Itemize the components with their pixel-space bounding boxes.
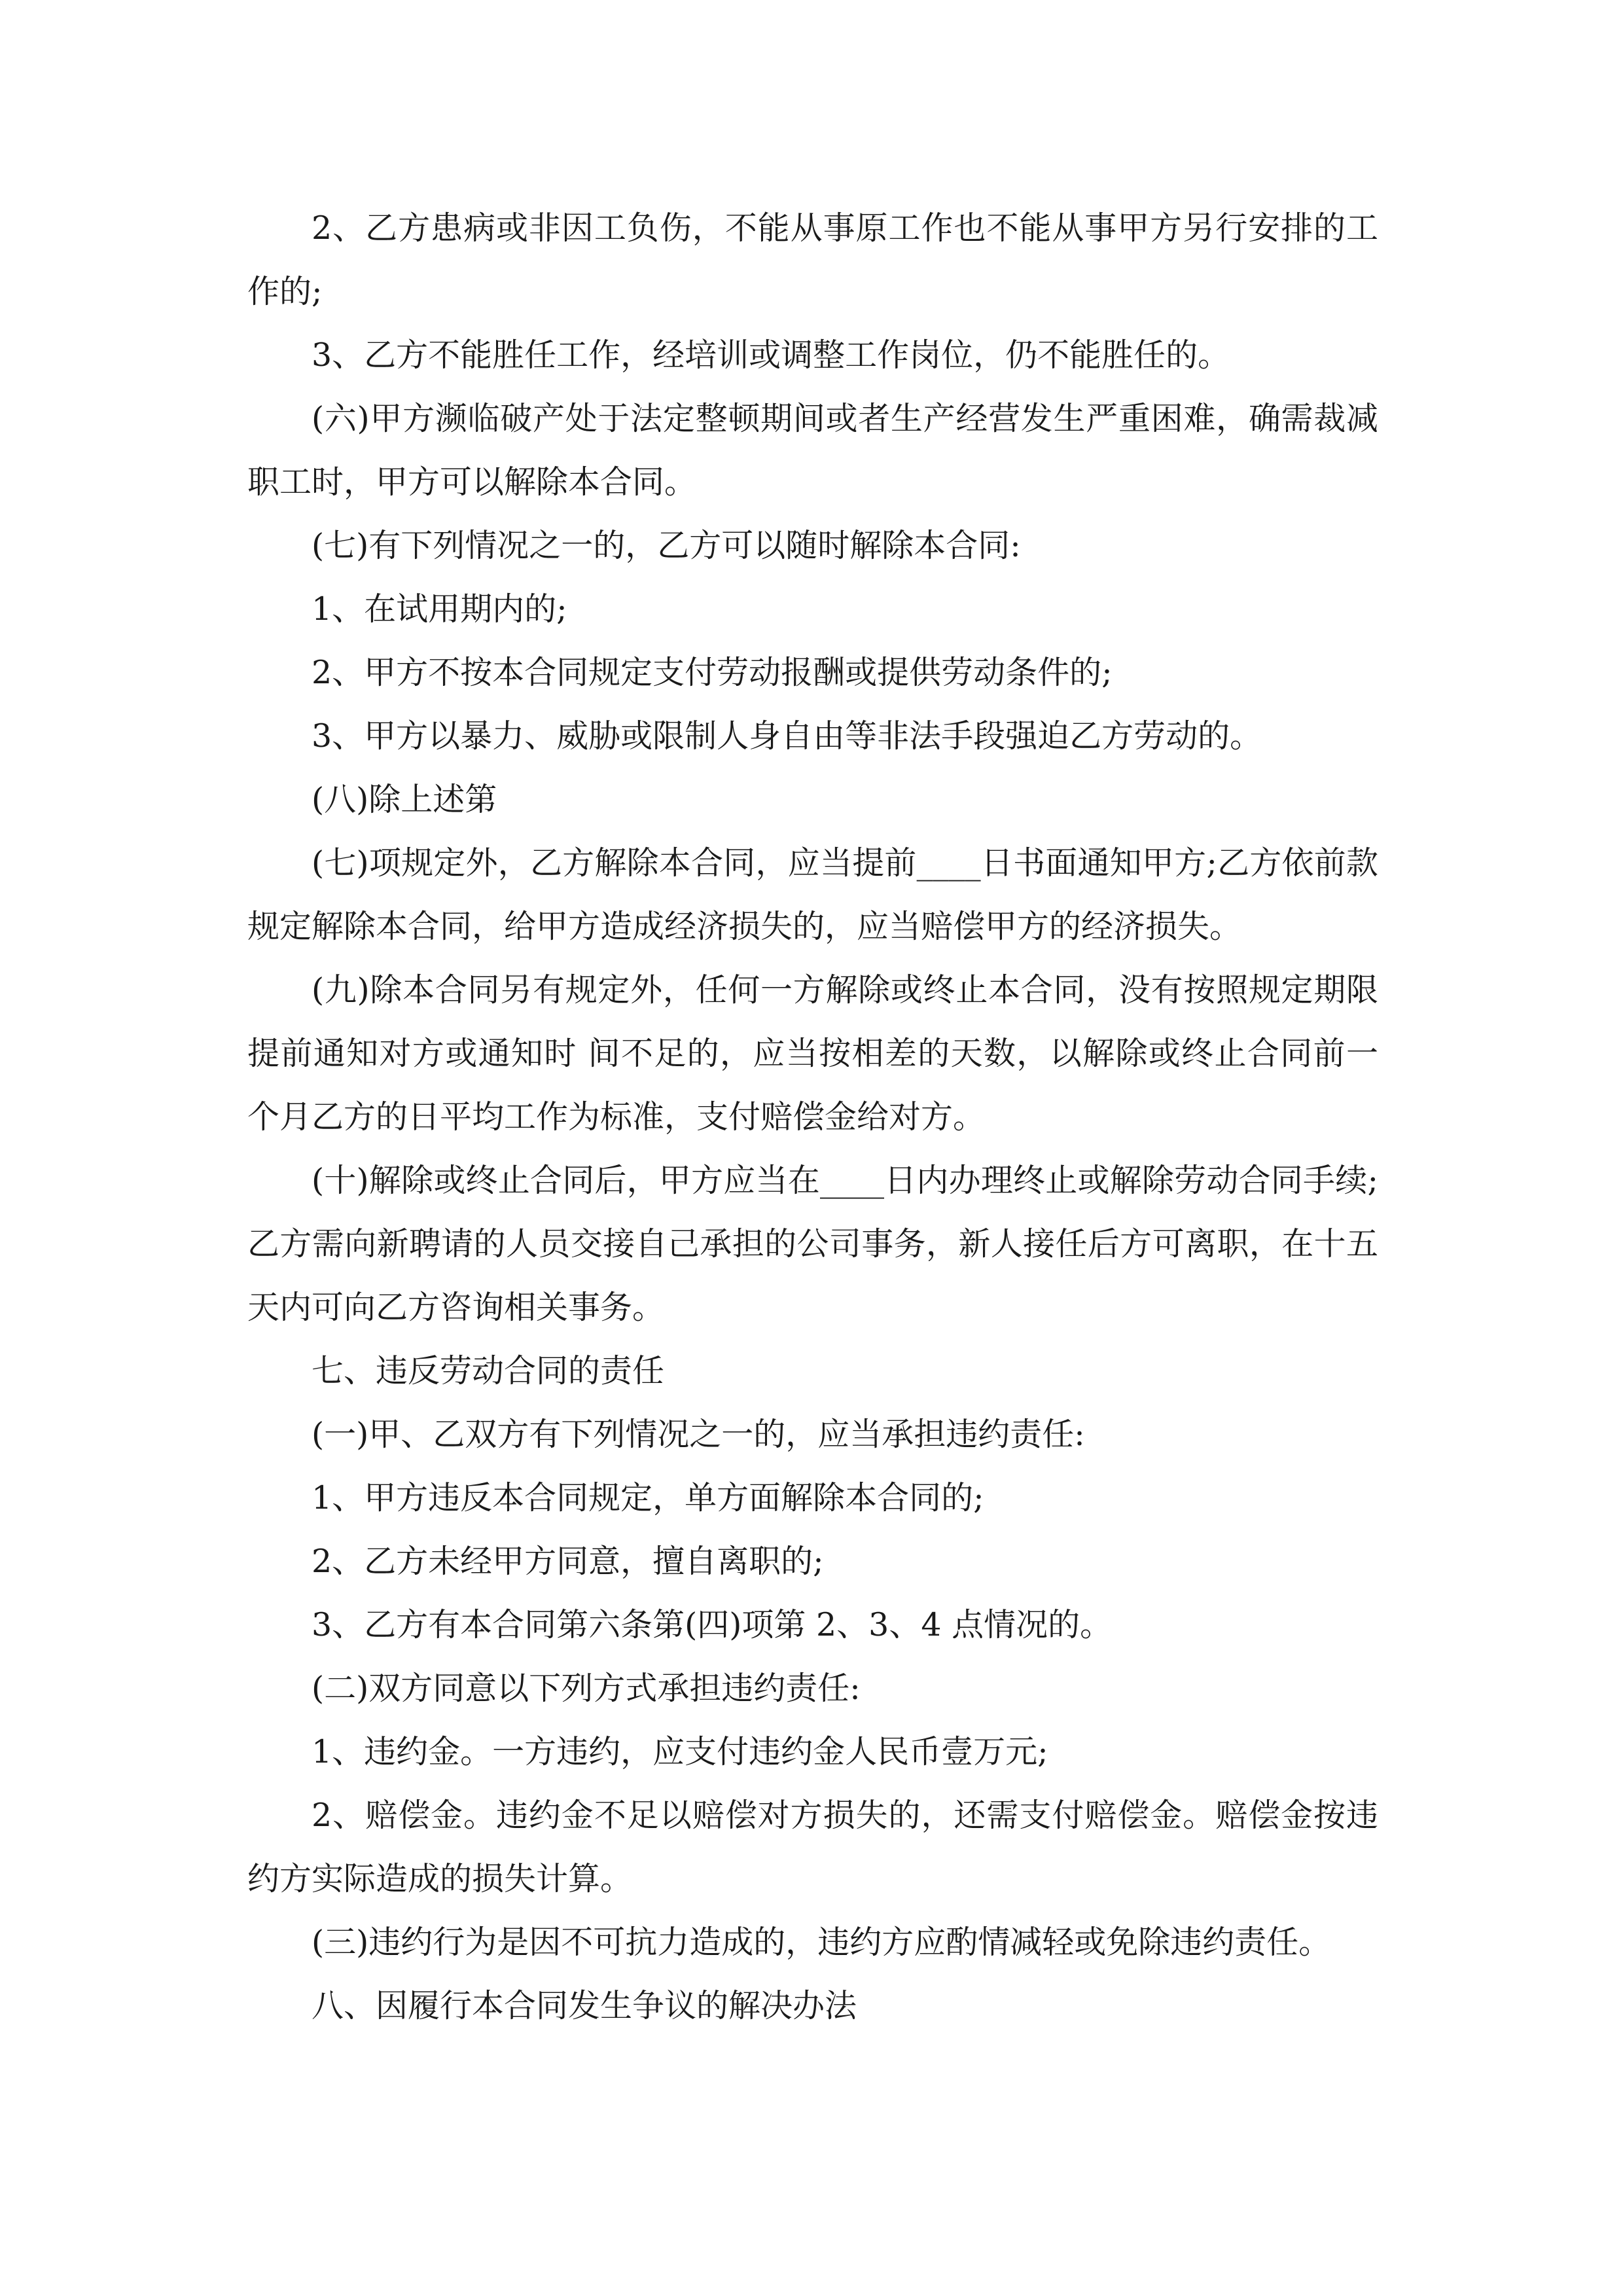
section-heading: 八、因履行本合同发生争议的解决办法 [312, 1987, 857, 2024]
paragraph: (九)除本合同另有规定外，任何一方解除或终止本合同，没有按照规定期限提前通知对方或通知时 间不足的，应当按相差的天数，以解除或终止合同前一个月乙方的日平均工作为标准，支付赔偿金给对方。 [247, 971, 1378, 1136]
paragraph: (七)有下列情况之一的，乙方可以随时解除本合同: [312, 527, 1021, 564]
paragraph: 1、甲方违反本合同规定，单方面解除本合同的; [312, 1479, 984, 1516]
paragraph: (七)项规定外，乙方解除本合同，应当提前____日书面通知甲方;乙方依前款规定解除本合同，给甲方造成经济损失的，应当赔偿甲方的经济损失。 [247, 844, 1378, 945]
paragraph: (一)甲、乙双方有下列情况之一的，应当承担违约责任: [312, 1416, 1085, 1453]
paragraph: 1、违约金。一方违约，应支付违约金人民币壹万元; [312, 1733, 1048, 1770]
paragraph: 3、乙方有本合同第六条第(四)项第 2、3、4 点情况的。 [312, 1606, 1113, 1643]
paragraph: 1、在试用期内的; [312, 590, 567, 628]
paragraph: 3、甲方以暴力、威胁或限制人身自由等非法手段强迫乙方劳动的。 [312, 717, 1262, 755]
document-body [247, 196, 1378, 2037]
paragraph: 3、乙方不能胜任工作，经培训或调整工作岗位，仍不能胜任的。 [312, 336, 1230, 374]
paragraph: 2、乙方患病或非因工负伤，不能从事原工作也不能从事甲方另行安排的工作的; [247, 209, 1378, 310]
paragraph: 2、甲方不按本合同规定支付劳动报酬或提供劳动条件的; [312, 654, 1113, 691]
paragraph: (六)甲方濒临破产处于法定整顿期间或者生产经营发生严重困难，确需裁减职工时，甲方可以解除本合同。 [247, 400, 1378, 501]
paragraph: (十)解除或终止合同后，甲方应当在____日内办理终止或解除劳动合同手续;乙方需向新聘请的人员交接自己承担的公司事务，新人接任后方可离职，在十五天内可向乙方咨询相关事务。 [247, 1162, 1378, 1326]
paragraph: 2、赔偿金。违约金不足以赔偿对方损失的，还需支付赔偿金。赔偿金按违约方实际造成的损失计算。 [247, 1797, 1378, 1897]
paragraph: (八)除上述第 [312, 781, 497, 818]
paragraph: (三)违约行为是因不可抗力造成的，违约方应酌情减轻或免除违约责任。 [312, 1924, 1331, 1961]
paragraph: 2、乙方未经甲方同意，擅自离职的; [312, 1543, 824, 1580]
paragraph: (二)双方同意以下列方式承担违约责任: [312, 1670, 861, 1707]
section-heading: 七、违反劳动合同的责任 [312, 1352, 665, 1390]
